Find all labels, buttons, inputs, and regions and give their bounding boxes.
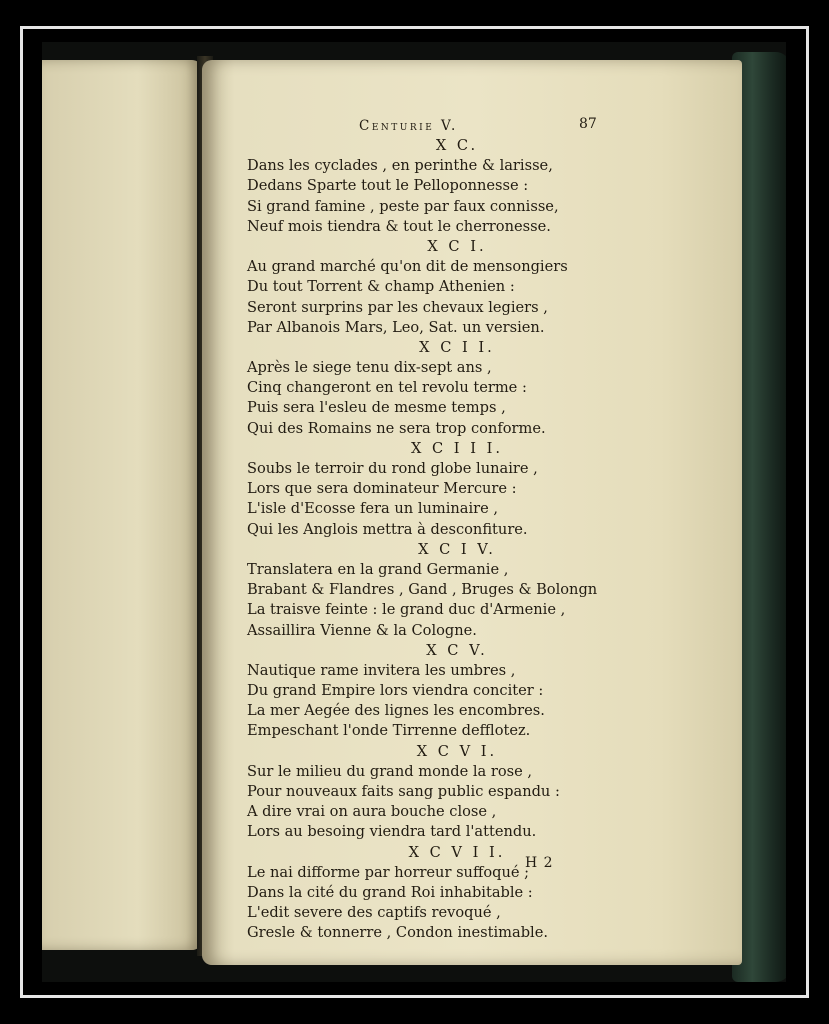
verse-line: Le nai difforme par horreur suffoqué ; bbox=[247, 863, 530, 881]
verse-line: A dire vrai on aura bouche close , bbox=[247, 803, 497, 821]
quatrain-number: X C I V. bbox=[418, 540, 496, 558]
verse-line: Neuf mois tiendra & tout le cherronesse. bbox=[247, 217, 551, 235]
verse-line: Dans la cité du grand Roi inhabitable : bbox=[247, 883, 533, 901]
quatrain-number: X C. bbox=[435, 137, 479, 154]
quatrain-number: X C I I. bbox=[419, 338, 495, 356]
verse-line: Dedans Sparte tout le Pelloponnesse : bbox=[247, 177, 529, 195]
verse-line: Qui les Anglois mettra à desconfiture. bbox=[247, 520, 528, 538]
verse-line: Qui des Romains ne sera trop conforme. bbox=[247, 419, 546, 437]
verse-line: L'edit severe des captifs revoqué , bbox=[247, 904, 501, 922]
verse-line: Brabant & Flandres , Gand , Bruges & Bolongn bbox=[247, 581, 598, 599]
page-number: 87 bbox=[579, 116, 597, 132]
verse-line: Gresle & tonnerre , Condon inestimable. bbox=[247, 924, 548, 942]
verse-line: Nautique rame invitera les umbres , bbox=[247, 661, 516, 679]
verse-line: Assaillira Vienne & la Cologne. bbox=[247, 621, 477, 639]
verse-line: Au grand marché qu'on dit de mensongiers bbox=[247, 258, 568, 276]
verse-line: Si grand famine , peste par faux connisse, bbox=[247, 197, 559, 215]
verse-line: Du grand Empire lors viendra conciter : bbox=[247, 682, 544, 700]
running-head: Centurie V. bbox=[359, 118, 458, 134]
verse-line: Soubs le terroir du rond globe lunaire , bbox=[247, 460, 538, 477]
quatrain-number: X C V I I. bbox=[408, 843, 506, 861]
verse-line: L'isle d'Ecosse fera un luminaire , bbox=[247, 500, 499, 518]
verse-line: La mer Aegée des lignes les encombres. bbox=[247, 702, 545, 720]
quatrain-list bbox=[247, 136, 647, 944]
quatrain-number: X C V. bbox=[426, 641, 488, 659]
verse-line: Sur le milieu du grand monde la rose , bbox=[247, 762, 533, 780]
book-scan bbox=[42, 42, 786, 982]
quatrain-number: X C I. bbox=[427, 237, 487, 255]
verse-line: Dans les cyclades , en perinthe & larisse, bbox=[247, 157, 553, 175]
verse-line: Du tout Torrent & champ Athenien : bbox=[247, 278, 515, 296]
quatrain-number: X C I I I. bbox=[410, 439, 504, 457]
verse-line: Empeschant l'onde Tirrenne defflotez. bbox=[247, 722, 531, 740]
verse-line: Puis sera l'esleu de mesme temps , bbox=[247, 399, 506, 417]
verse-line: Par Albanois Mars, Leo, Sat. un versien. bbox=[247, 318, 545, 336]
verse-line: Lors que sera dominateur Mercure : bbox=[247, 480, 517, 498]
verse-line: Pour nouveaux faits sang public espandu : bbox=[247, 783, 560, 800]
verse-line: Cinq changeront en tel revolu terme : bbox=[247, 379, 527, 397]
signature-mark: H 2 bbox=[525, 855, 554, 871]
verse-line: Translatera en la grand Germanie , bbox=[247, 560, 509, 578]
quatrain-number: X C V I. bbox=[416, 742, 498, 760]
verse-line: Après le siege tenu dix-sept ans , bbox=[247, 359, 492, 377]
verse-line: La traisve feinte : le grand duc d'Armenie , bbox=[247, 601, 566, 619]
verse-line: Seront surprins par les chevaux legiers , bbox=[247, 298, 548, 316]
verse-line: Lors au besoing viendra tard l'attendu. bbox=[247, 823, 537, 841]
left-page bbox=[42, 60, 202, 950]
